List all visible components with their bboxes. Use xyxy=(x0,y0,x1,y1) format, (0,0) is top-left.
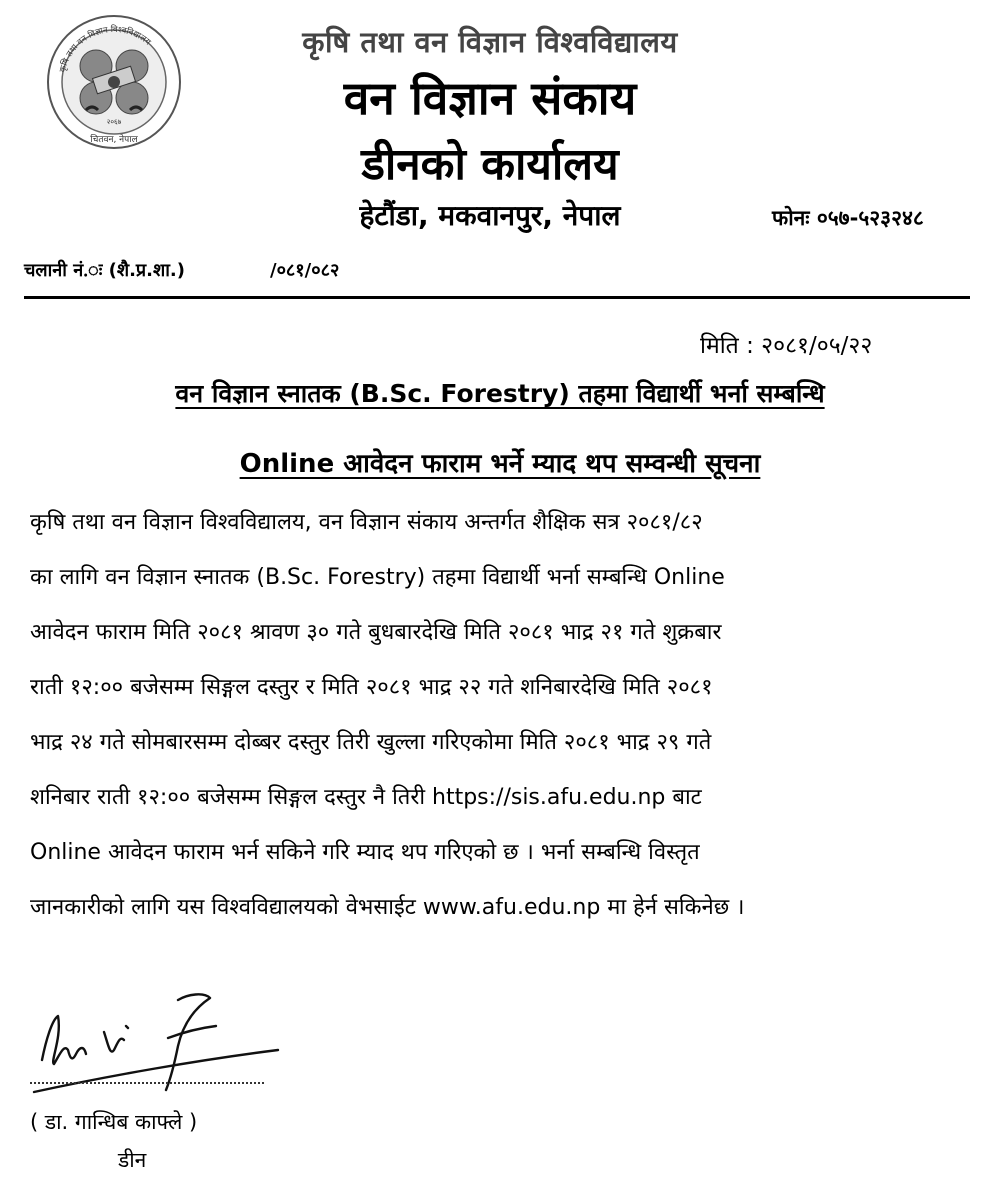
body-line: Online आवेदन फाराम भर्न सकिने गरि म्याद थप गरिएको छ । भर्ना सम्बन्धि विस्तृत xyxy=(30,840,700,865)
body-line: कृषि तथा वन विज्ञान विश्वविद्यालय, वन विज्ञान संकाय अन्तर्गत शैक्षिक सत्र २०८१/८२ xyxy=(30,510,703,535)
body-line: भाद्र २४ गते सोमबारसम्म दोब्बर दस्तुर तिरी खुल्ला गरिएकोमा मिति २०८१ भाद्र २९ गते xyxy=(30,730,712,755)
chalani-number: /०८१/०८२ xyxy=(270,260,340,281)
phone-number: फोनः ०५७-५२३२४८ xyxy=(772,206,924,230)
notice-date: मिति : २०८१/०५/२२ xyxy=(700,333,873,359)
body-line: का लागि वन विज्ञान स्नातक (B.Sc. Forestry) तहमा विद्यार्थी भर्ना सम्बन्धि Online xyxy=(30,565,725,590)
logo-year: २०६७ xyxy=(106,118,122,126)
logo-bottom-text: चितवन, नेपाल xyxy=(90,135,138,145)
logo-ring-text: कृषि तथा वन विज्ञान विश्वविद्यालय xyxy=(57,25,153,74)
faculty-name: वन विज्ञान संकाय xyxy=(343,71,637,125)
body-line: राती १२:०० बजेसम्म सिङ्गल दस्तुर र मिति २०८१ भाद्र २२ गते शनिबारदेखि मिति २०८१ xyxy=(30,675,713,700)
chalani-label: चलानी नं.ः (शै.प्र.शा.) xyxy=(24,260,185,281)
university-logo xyxy=(46,14,182,150)
signature-dotted-line xyxy=(30,1082,264,1084)
subject-line-2: Online आवेदन फाराम भर्ने म्याद थप सम्वन्धी सूचना xyxy=(239,449,761,479)
university-name: कृषि तथा वन विज्ञान विश्वविद्यालय xyxy=(302,25,678,59)
signatory-title: डीन xyxy=(118,1148,147,1172)
signatory-name: ( डा. गान्धिब काफ्ले ) xyxy=(30,1110,198,1134)
body-line: शनिबार राती १२:०० बजेसम्म सिङ्गल दस्तुर नै तिरी https://sis.afu.edu.np बाट xyxy=(30,785,702,810)
subject-line-1: वन विज्ञान स्नातक (B.Sc. Forestry) तहमा विद्यार्थी भर्ना सम्बन्धि xyxy=(175,379,825,408)
header-divider xyxy=(24,296,970,299)
body-line: जानकारीको लागि यस विश्वविद्यालयको वेभसाईट www.afu.edu.np मा हेर्न सकिनेछ । xyxy=(30,895,745,920)
office-address: हेटौंडा, मकवानपुर, नेपाल xyxy=(359,199,621,232)
office-name: डीनको कार्यालय xyxy=(361,139,619,190)
body-line: आवेदन फाराम मिति २०८१ श्रावण ३० गते बुधबारदेखि मिति २०८१ भाद्र २१ गते शुक्रबार xyxy=(30,620,722,645)
